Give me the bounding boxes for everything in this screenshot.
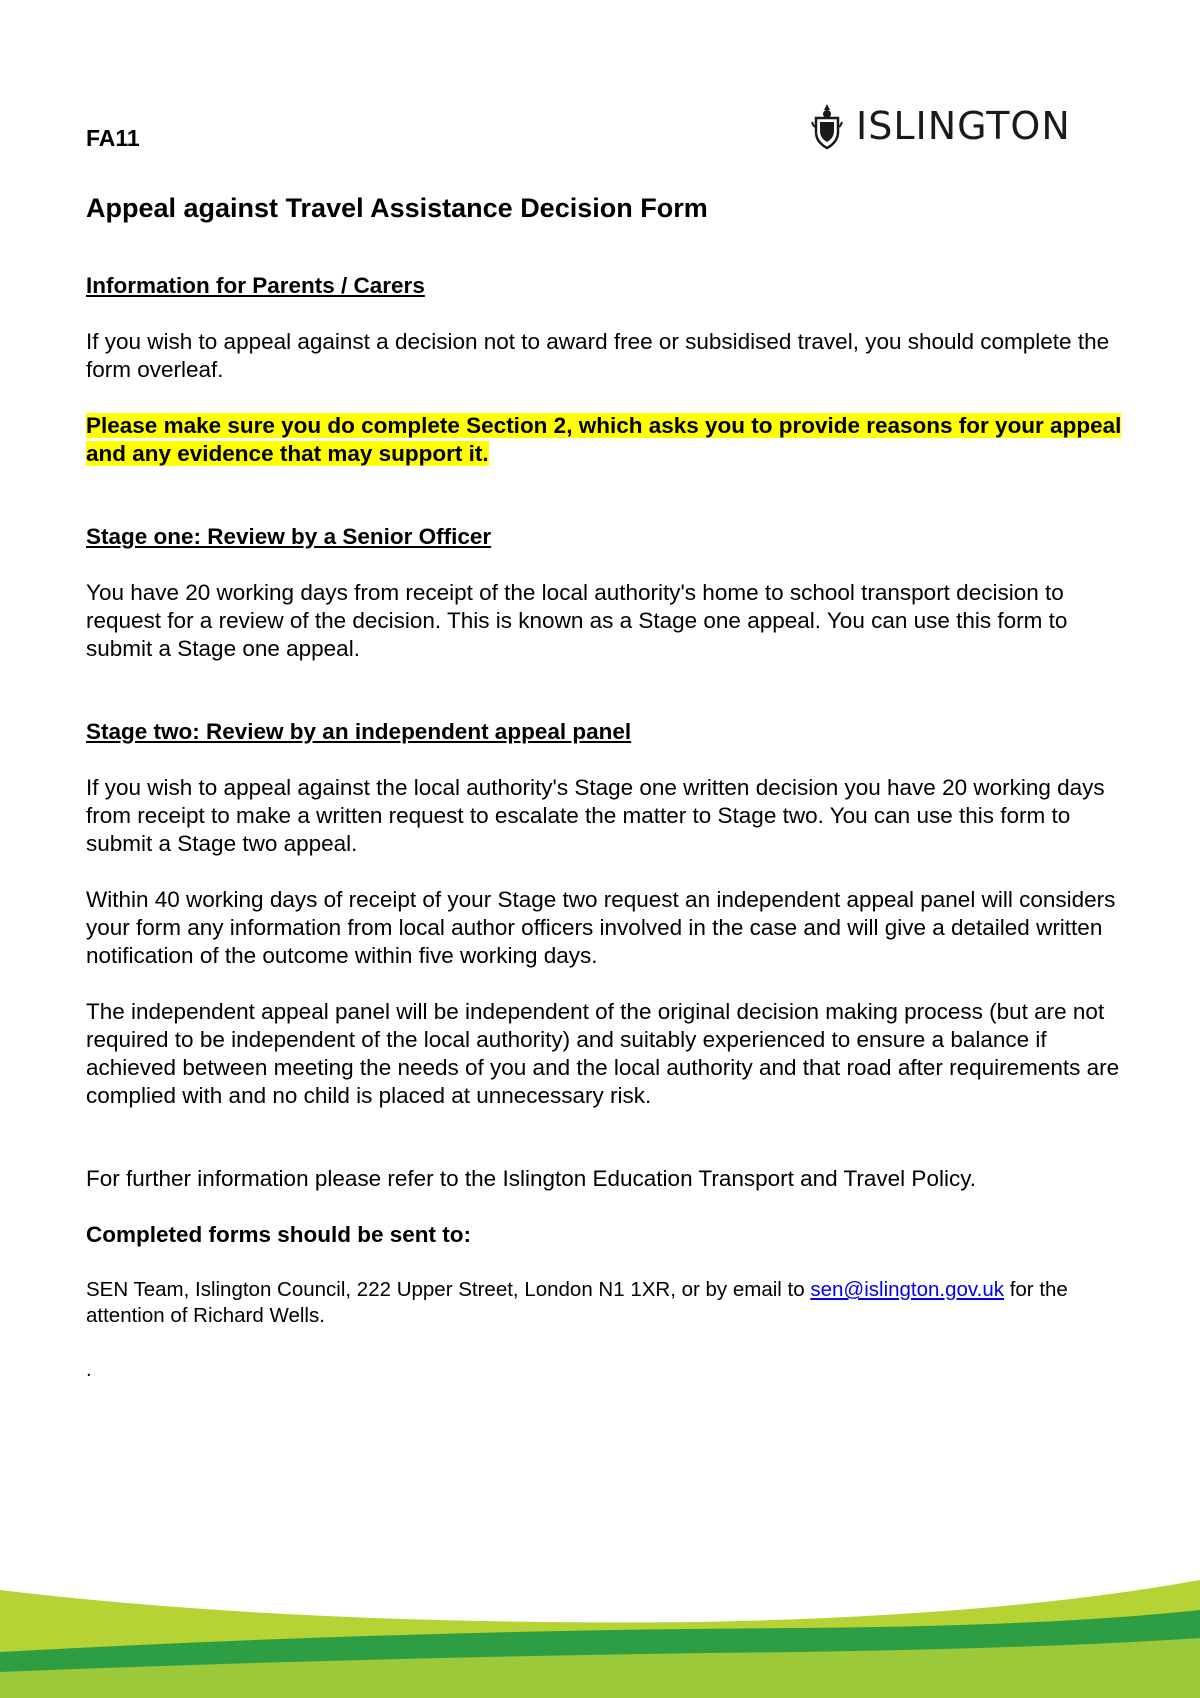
send-to-heading: Completed forms should be sent to: (86, 1222, 472, 1247)
email-link[interactable]: sen@islington.gov.uk (810, 1278, 1004, 1301)
form-code: FA11 (86, 125, 140, 151)
stage-one-paragraph: You have 20 working days from receipt of the local authority's home to school transport decision to request for a review of the decision. This is known as a Stage one appeal. You can use this form to submit a Stage one appeal. (86, 580, 1068, 661)
stage-two-heading: Stage two: Review by an independent appeal panel (86, 719, 632, 744)
send-to-address (86, 1277, 1126, 1329)
address-attention-text: for the attention of Richard Wells. (86, 1278, 1068, 1327)
highlighted-text: Please make sure you do complete Section 2, which asks you to provide reasons for your appeal and any evidence that may support it. (86, 413, 1122, 466)
highlight-notice (86, 412, 1126, 468)
page-title: Appeal against Travel Assistance Decision Form (86, 193, 708, 223)
document-body (86, 124, 1126, 1383)
stage-two-paragraph-1: If you wish to appeal against the local authority's Stage one written decision you have 20 working days from receipt to make a written request to escalate the matter to Stage two. You can use this form to submit a Stage two appeal. (86, 775, 1105, 856)
address-text: SEN Team, Islington Council, 222 Upper Street, London N1 1XR, or by email to (86, 1278, 811, 1301)
info-paragraph: If you wish to appeal against a decision not to award free or subsidised travel, you should complete the form overleaf. (86, 329, 1110, 382)
trailing-mark: . (86, 1358, 92, 1381)
logo-wordmark: ISLINGTON (856, 104, 1071, 148)
info-heading: Information for Parents / Carers (86, 273, 425, 298)
further-info-paragraph: For further information please refer to the Islington Education Transport and Travel Policy. (86, 1166, 977, 1191)
stage-two-paragraph-2: Within 40 working days of receipt of your Stage two request an independent appeal panel will considers your form any information from local author officers involved in the case and will give a detailed written notification of the outcome within five working days. (86, 887, 1116, 968)
stage-one-heading: Stage one: Review by a Senior Officer (86, 524, 492, 549)
footer-swoosh (0, 1560, 1200, 1698)
stage-two-paragraph-3: The independent appeal panel will be independent of the original decision making process (but are not required to be independent of the local authority) and suitably experienced to ensure a balance if achieved between meeting the needs of you and the local authority and that road after requirements are complied with and no child is placed at unnecessary risk. (86, 999, 1120, 1108)
